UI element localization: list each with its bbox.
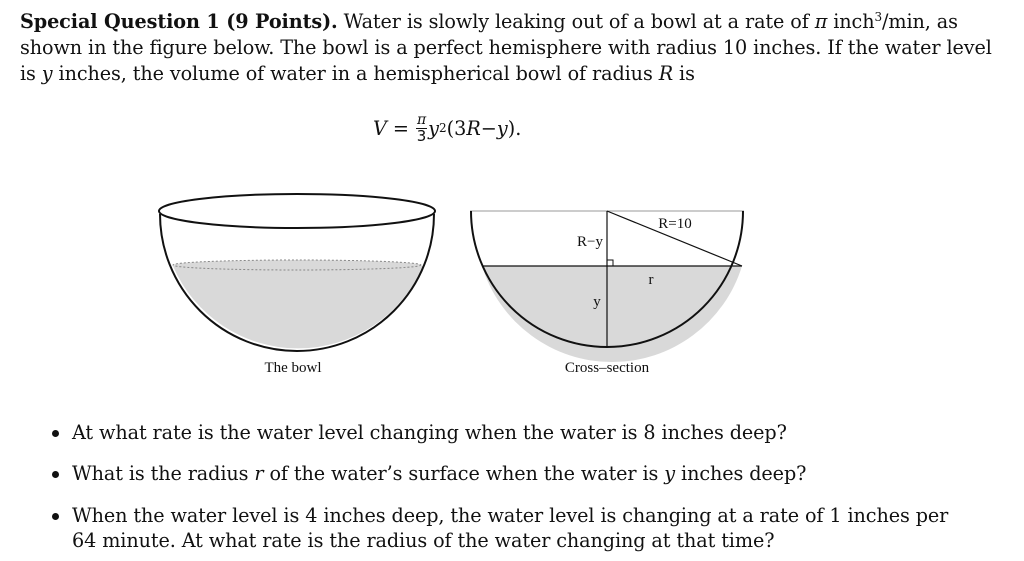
- unit-tail: /min,: [882, 10, 931, 33]
- statement-text: inches, the volume of water in a hemispherical bowl of radius: [58, 62, 653, 85]
- bullet-text: inches deep?: [681, 462, 807, 485]
- bowl-rim: [159, 194, 435, 228]
- statement-text: as shown in the figure below. The bowl is a perfect hemisphere with radius 10 inches. If the water: [20, 10, 958, 59]
- bullet-text: What is the radius: [72, 462, 249, 485]
- variable-r: r: [254, 462, 264, 485]
- fraction-denominator: 3: [416, 126, 427, 145]
- formula-equals: =: [392, 116, 409, 140]
- list-item: [44, 461, 1004, 503]
- cross-section-caption: Cross–section: [564, 360, 650, 376]
- formula-paren: (3: [446, 116, 467, 140]
- bowl-drawing: [159, 194, 435, 376]
- bullet-dot: [52, 513, 59, 520]
- statement-text: level is: [20, 36, 992, 85]
- formula-y: y: [428, 116, 439, 140]
- water-surface: [173, 260, 421, 270]
- statement-text: is: [679, 62, 695, 85]
- label-R: R=10: [658, 216, 692, 232]
- formula-close: ).: [507, 116, 522, 140]
- pi-symbol: π: [814, 10, 828, 33]
- right-angle-mark: [607, 260, 613, 266]
- volume-formula: V = $\frac{\pi}{3}$ y 2 (3 R − y ).: [373, 111, 522, 145]
- formula-lhs: V: [373, 116, 387, 140]
- formula-R: R: [466, 116, 481, 140]
- unit-text: inch: [833, 10, 875, 33]
- question-heading: Special Question 1 (9 Points).: [20, 10, 338, 33]
- label-r: r: [648, 272, 654, 288]
- question-list: [44, 420, 1004, 553]
- bowl-water: [173, 266, 423, 348]
- bullet-dot: [52, 430, 59, 437]
- fraction-numerator: π: [416, 111, 427, 128]
- formula-y: y: [496, 116, 508, 140]
- label-R-minus-y: R−y: [577, 234, 603, 250]
- bowl-caption: The bowl: [264, 360, 322, 376]
- label-y: y: [593, 294, 601, 310]
- statement-text: Water is slowly leaking out of a bowl at a rate of: [343, 10, 809, 33]
- formula-minus: −: [480, 116, 497, 140]
- variable-R: R: [658, 62, 674, 85]
- unit-exponent: 3: [874, 10, 882, 24]
- bullet-text: At what rate is the water level changing when the water is 8 inches deep?: [72, 421, 787, 444]
- cross-section-drawing: [470, 211, 744, 376]
- bullet-text: When the water level is 4 inches deep, the water level is changing at a rate of 1 inches per: [72, 504, 949, 527]
- variable-y: y: [664, 462, 676, 485]
- list-item: [44, 420, 1004, 461]
- bullet-text: 64 minute. At what rate is the radius of the water changing at that time?: [72, 529, 775, 552]
- list-item: [44, 503, 1004, 553]
- variable-y: y: [41, 62, 53, 85]
- bullet-dot: [52, 471, 59, 478]
- bullet-text: of the water’s surface when the water is: [269, 462, 659, 485]
